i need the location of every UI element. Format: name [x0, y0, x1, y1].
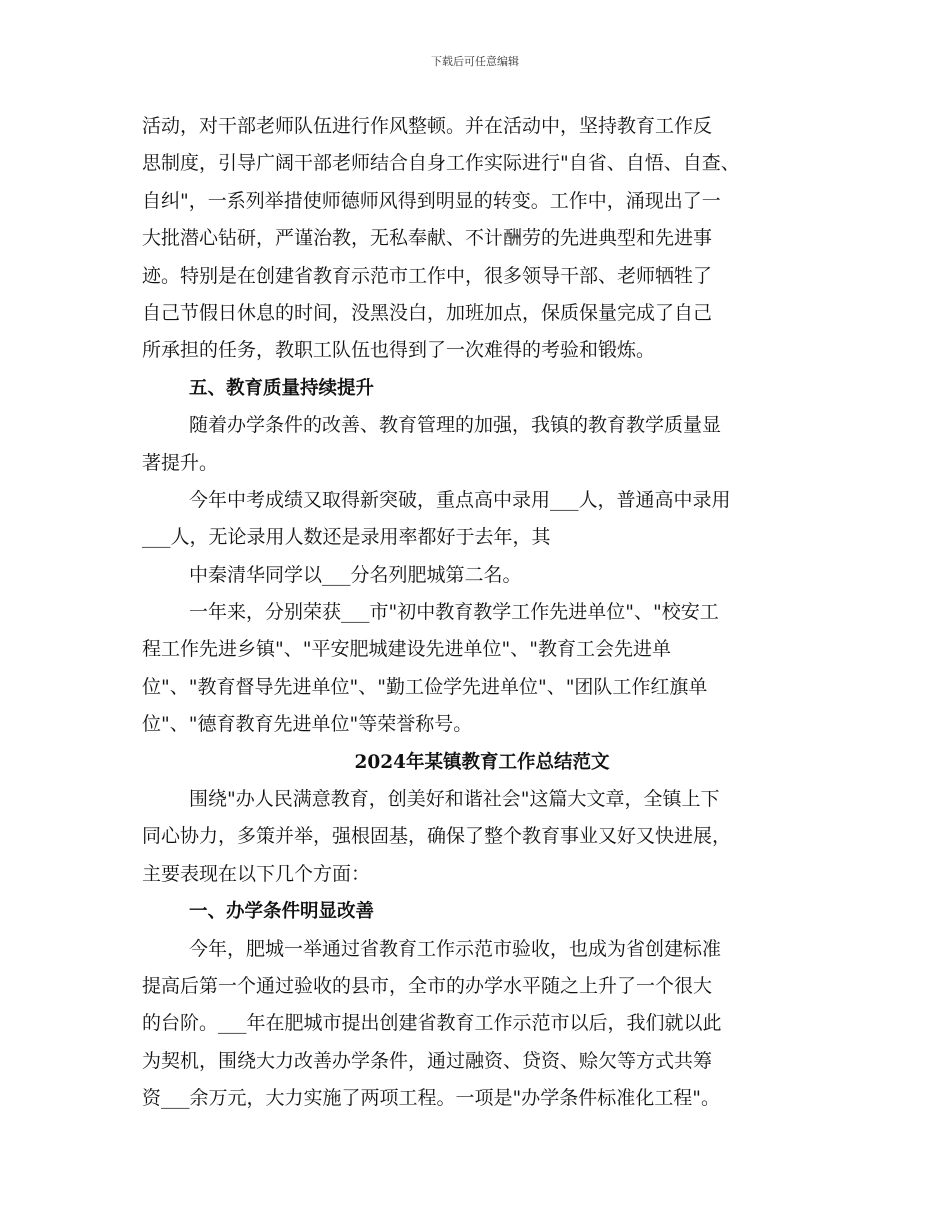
document-body: [142, 108, 822, 1118]
text-line: 今年，肥城一举通过省教育工作示范市验收，也成为省创建标准: [189, 937, 722, 960]
text-line: 大批潜心钻研，严谨治教，无私奉献、不计酬劳的先进典型和先进事: [142, 227, 713, 250]
text-line: 围绕"办人民满意教育，创美好和谐社会"这篇大文章，全镇上下: [189, 788, 720, 811]
text-line: 一年来，分别荣获___市"初中教育教学工作先进单位"、"校安工: [189, 601, 719, 624]
text-line: 资___余万元，大力实施了两项工程。一项是"办学条件标准化工程"。: [142, 1087, 720, 1110]
page-header: 下载后可任意编辑: [431, 55, 519, 68]
text-line: ___人，无论录用人数还是录用率都好于去年，其: [142, 526, 551, 549]
text-line: 位"、"教育督导先进单位"、"勤工俭学先进单位"、"团队工作红旗单: [142, 675, 708, 698]
text-line: 所承担的任务，教职工队伍也得到了一次难得的考验和锻炼。: [142, 339, 656, 362]
text-line: 今年中考成绩又取得新突破，重点高中录用___人，普通高中录用: [189, 488, 731, 511]
text-line: 提高后第一个通过验收的县市，全市的办学水平随之上升了一个很大: [142, 974, 713, 997]
section-heading: 五、教育质量持续提升: [189, 377, 375, 399]
text-line: 中秦清华同学以___分名列肥城第二名。: [189, 563, 522, 586]
text-line: 主要表现在以下几个方面：: [142, 862, 371, 885]
section-heading: 一、办学条件明显改善: [189, 901, 375, 923]
document-title: 2024年某镇教育工作总结范文: [354, 751, 610, 773]
text-line: 程工作先进乡镇"、"平安肥城建设先进单位"、"教育工会先进单: [142, 638, 671, 661]
text-line: 思制度，引导广阔干部老师结合自身工作实际进行"自省、自悟、自查、: [142, 152, 740, 175]
text-line: 为契机，围绕大力改善办学条件，通过融资、贷资、赊欠等方式共筹: [142, 1049, 713, 1072]
text-line: 位"、"德育教育先进单位"等荣誉称号。: [142, 713, 473, 736]
text-line: 迹。特别是在创建省教育示范市工作中，很多领导干部、老师牺牲了: [142, 264, 713, 287]
text-line: 自纠"，一系列举措使师德师风得到明显的转变。工作中，涌现出了一: [142, 189, 721, 212]
text-line: 活动，对干部老师队伍进行作风整顿。并在活动中，坚持教育工作反: [142, 115, 713, 137]
text-line: 著提升。: [142, 451, 219, 474]
text-line: 随着办学条件的改善、教育管理的加强，我镇的教育教学质量显: [189, 414, 722, 437]
text-line: 自己节假日休息的时间，没黑没白，加班加点，保质保量完成了自己: [142, 301, 713, 324]
text-line: 同心协力，多策并举，强根固基，确保了整个教育事业又好又快进展，: [142, 825, 732, 848]
text-line: 的台阶。___年在肥城市提出创建省教育工作示范市以后，我们就以此: [142, 1012, 722, 1035]
